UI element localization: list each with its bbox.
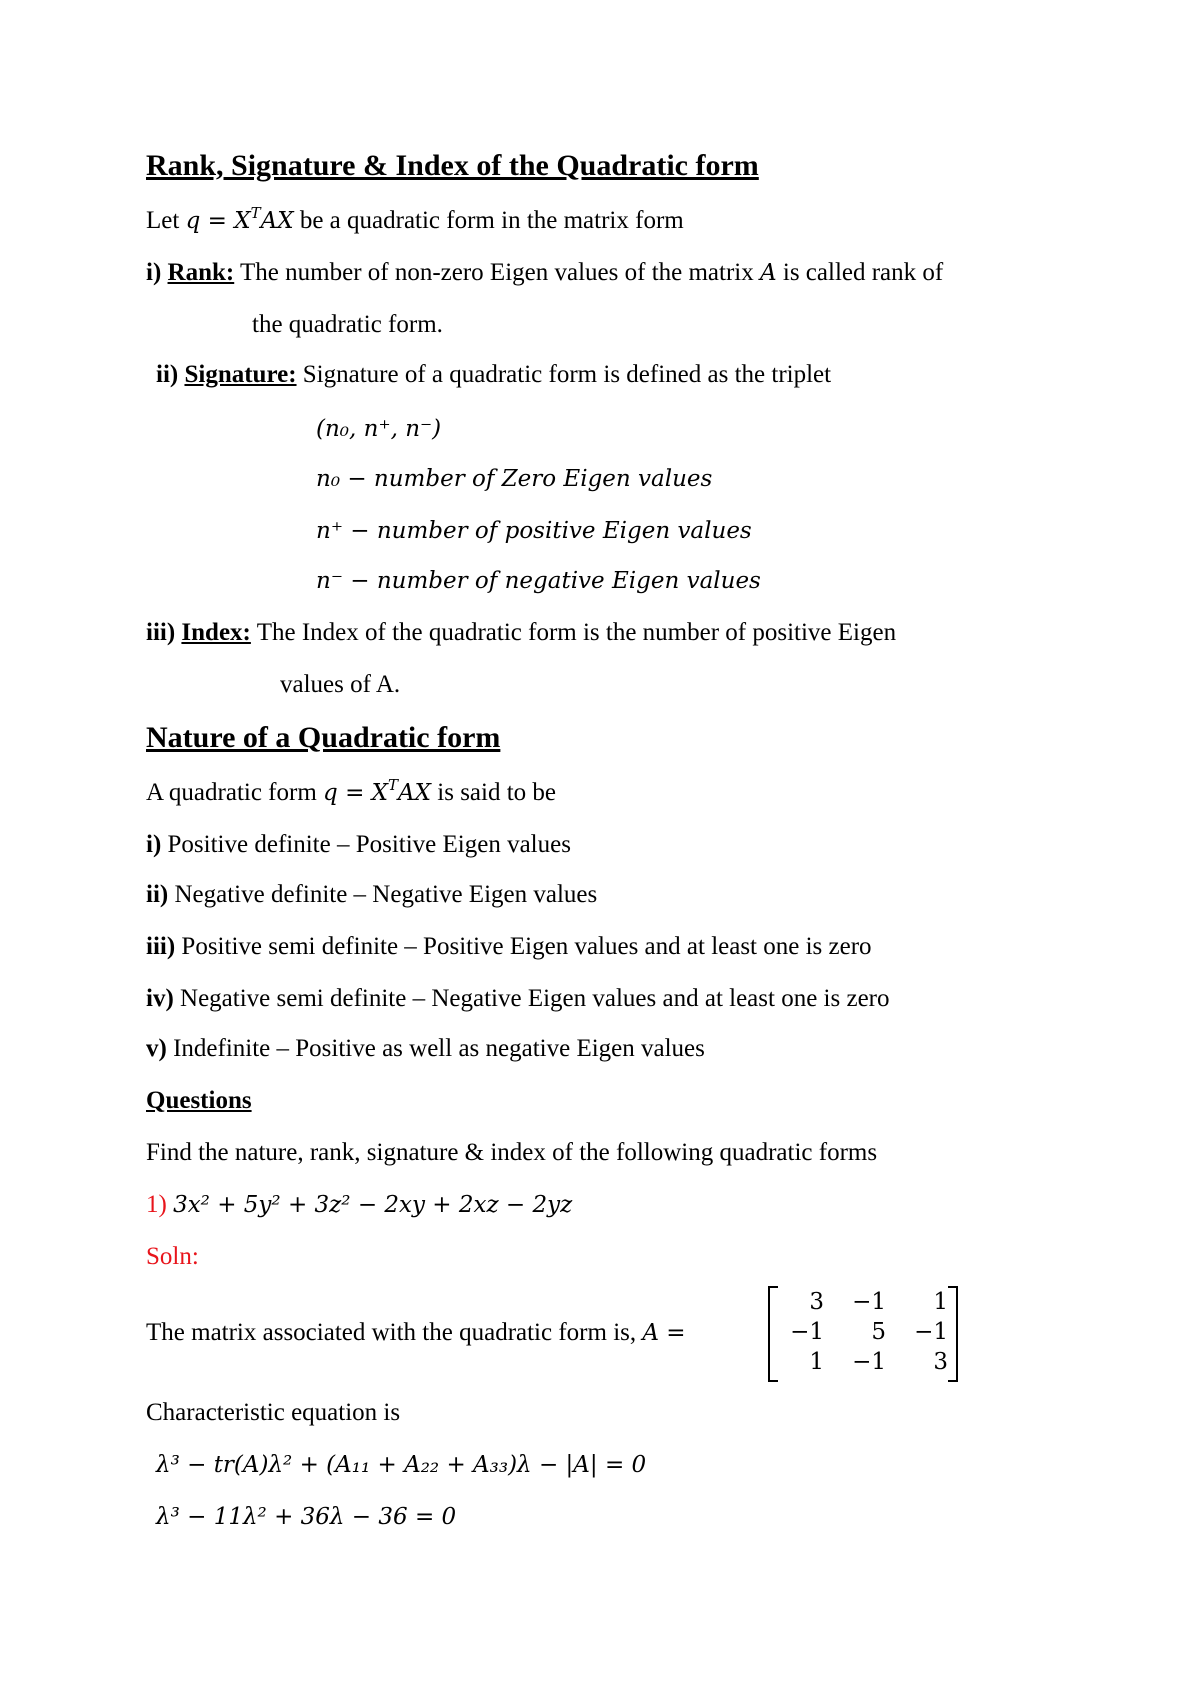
matrix-cell: 3 [809, 1289, 824, 1315]
matrix-cell: −1 [914, 1319, 948, 1345]
questions-heading: Questions [146, 1087, 252, 1114]
nature-intro-suffix: is said to be [437, 779, 557, 806]
nature-item [146, 984, 890, 1014]
matrix-cell: 1 [809, 1349, 824, 1375]
nature-item [146, 932, 872, 962]
rank-label: Rank: [167, 259, 235, 286]
characteristic-equation-specific: λ³ − 11λ² + 36λ − 36 = 0 [156, 1504, 457, 1530]
matrix-cell: 1 [933, 1289, 948, 1315]
signature-text: Signature of a quadratic form is defined as the triplet [302, 361, 832, 388]
characteristic-equation-label: Characteristic equation is [146, 1399, 401, 1426]
nature-item-text: Positive semi definite – Positive Eigen values and at least one is zero [181, 933, 872, 960]
n-positive-definition: n⁺ − number of positive Eigen values [316, 518, 752, 544]
signature-number: ii) [156, 361, 179, 388]
question-1-number: 1) [146, 1191, 167, 1218]
rank-definition-continued: the quadratic form. [252, 311, 443, 338]
index-number: iii) [146, 619, 176, 646]
nature-math-ax: AX [398, 780, 432, 806]
rank-text-end: is called rank of [782, 259, 944, 286]
nature-item-text: Indefinite – Positive as well as negative Eigen values [173, 1035, 705, 1062]
let-statement [146, 206, 684, 236]
index-definition-continued: values of A. [280, 671, 401, 698]
question-1-expression: 3x² + 5y² + 3z² − 2xy + 2xz − 2yz [173, 1192, 573, 1218]
matrix-cell: −1 [852, 1349, 886, 1375]
matrix-cell: 5 [871, 1319, 886, 1345]
let-math-sup: T [250, 204, 261, 222]
let-prefix: Let [146, 207, 180, 234]
section-title-rank-signature-index: Rank, Signature & Index of the Quadratic form [146, 149, 759, 182]
let-math-x: q = X [185, 208, 251, 234]
nature-item-number: i) [146, 831, 162, 858]
nature-item [146, 880, 597, 910]
nature-item-number: v) [146, 1035, 167, 1062]
nature-math-sup: T [388, 776, 399, 794]
rank-definition [146, 258, 943, 288]
n-zero-definition: n₀ − number of Zero Eigen values [316, 466, 713, 492]
matrix-intro [146, 1318, 686, 1348]
characteristic-equation-general: λ³ − tr(A)λ² + (A₁₁ + A₂₂ + A₃₃)λ − |A| = 0 [156, 1452, 647, 1478]
n-negative-definition: n⁻ − number of negative Eigen values [316, 568, 761, 594]
nature-intro-prefix: A quadratic form [146, 779, 317, 806]
rank-text: The number of non-zero Eigen values of the matrix [240, 259, 754, 286]
nature-intro [146, 778, 556, 808]
matrix-cell: 3 [933, 1349, 948, 1375]
matrix-cell: −1 [852, 1289, 886, 1315]
matrix-cell: −1 [790, 1319, 824, 1345]
nature-item-text: Positive definite – Positive Eigen values [167, 831, 571, 858]
questions-prompt: Find the nature, rank, signature & index of the following quadratic forms [146, 1139, 878, 1166]
solution-label: Soln: [146, 1243, 199, 1270]
nature-item-number: iii) [146, 933, 176, 960]
rank-number: i) [146, 259, 162, 286]
let-math-ax: AX [260, 208, 294, 234]
section-title-nature: Nature of a Quadratic form [146, 721, 501, 754]
matrix-right-bracket [948, 1286, 958, 1382]
nature-item-number: iv) [146, 985, 174, 1012]
signature-triplet: (n₀, n⁺, n⁻) [316, 416, 442, 442]
signature-label: Signature: [184, 361, 297, 388]
signature-definition [156, 360, 831, 390]
index-label: Index: [181, 619, 251, 646]
index-text: The Index of the quadratic form is the number of positive Eigen [256, 619, 897, 646]
nature-item [146, 1034, 705, 1064]
nature-math-x: q = X [323, 780, 389, 806]
nature-item [146, 830, 571, 860]
nature-item-text: Negative definite – Negative Eigen values [174, 881, 598, 908]
matrix-intro-text: The matrix associated with the quadratic form is, [146, 1319, 637, 1346]
question-1 [146, 1190, 572, 1220]
coefficient-matrix [768, 1284, 958, 1380]
rank-matrix-symbol: A [760, 260, 777, 286]
nature-item-text: Negative semi definite – Negative Eigen values and at least one is zero [180, 985, 890, 1012]
let-suffix: be a quadratic form in the matrix form [299, 207, 684, 234]
let-math [185, 204, 294, 234]
nature-item-number: ii) [146, 881, 169, 908]
matrix-lhs: A = [642, 1320, 686, 1346]
nature-intro-math [323, 776, 432, 806]
index-definition [146, 618, 896, 648]
